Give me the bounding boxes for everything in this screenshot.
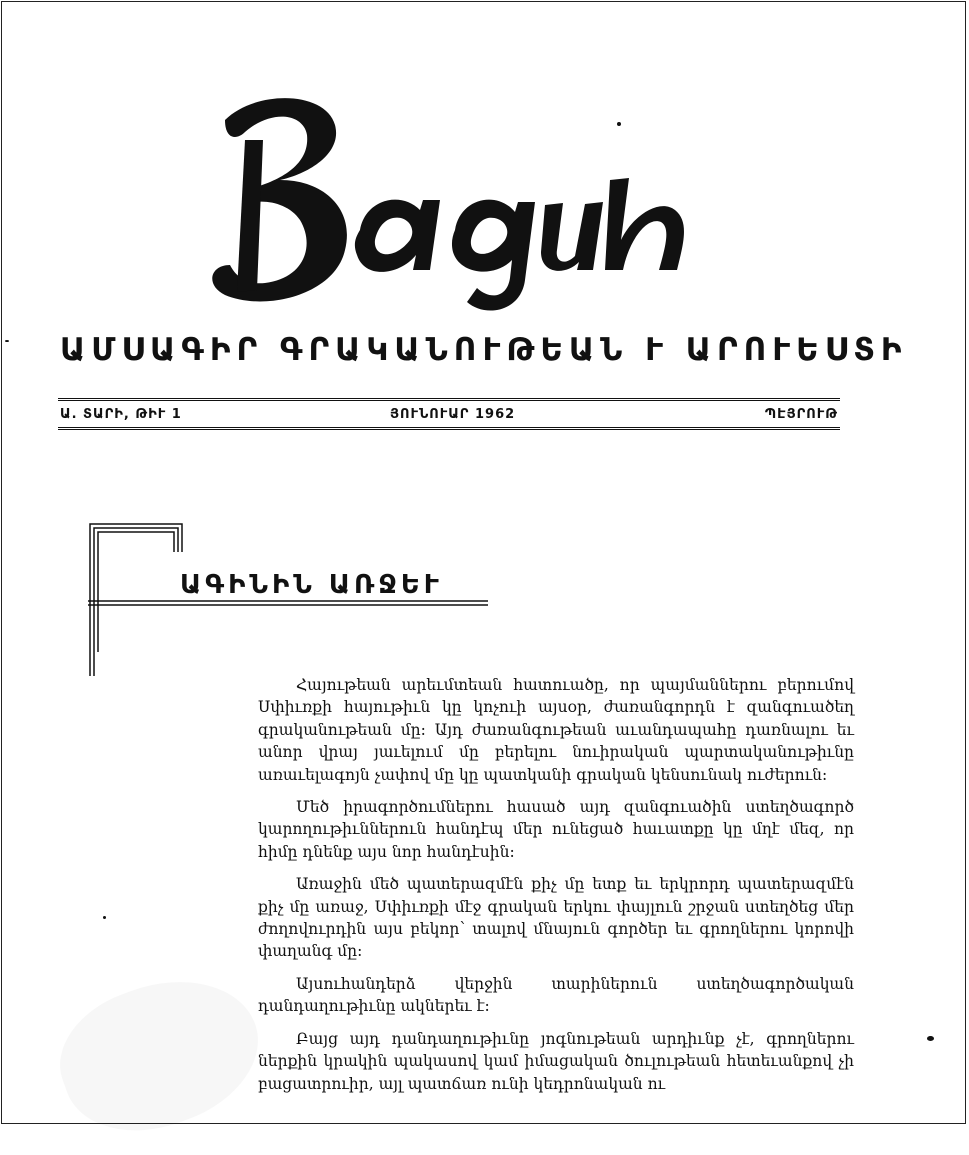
article-paragraph: Առաջին մեծ պատերազմէն քիչ մը ետք եւ երկրորդ պատերազմէն քիչ մը առաջ, Սփիւռքի մէջ գրական երկու փայլուն շրջան ստեղծեց մեր ժողովուրդին այս բեկոր՝ տալով մնայուն գործեր եւ գրողներու կորովի փաղանգ մը։ xyxy=(258,875,854,961)
article-paragraph: Հայութեան արեւմտեան հատուածը, որ պայմաններու բերումով Սփիւռքի հայութիւն կը կոչուի այսօր, ժառանգորդն է զանգուածեղ գրականութեան մը։ Այդ ժառանգութեան աւանդապահը դառնալու եւ անոր վրայ յաւելում մը բերելու նուիրական պարտականութիւնը առաւելագոյն չափով մը կը պատկանի գրական կենսունակ ուժերուն։ xyxy=(258,676,854,784)
issue-info-bar xyxy=(58,398,840,430)
article-paragraph: Բայց այդ դանդաղութիւնը յոգնութեան արդիւնք չէ, գրողներու ներքին կրակին պակասով կամ իմացական ծուլութեան հետեւանքով չի բացատրուիր, այլ պատճառ ունի կեդրոնական ու xyxy=(258,1029,854,1093)
issue-city: ՊԷՅՐՈՒԹ xyxy=(764,407,838,422)
section-title-underline xyxy=(88,600,488,608)
issue-date: ՅՈՒՆՈՒԱՐ 1962 xyxy=(390,407,516,422)
issue-volume: Ա. ՏԱՐԻ, ԹԻՒ 1 xyxy=(60,407,182,422)
article-paragraph: Մեծ իրագործումներու հասած այդ զանգուածին ստեղծագործ կարողութիւններուն հանդէպ մեր ունեցած հաւատքը կը մղէ մեզ, որ հիմը դնենք այս նոր հանդէսին։ xyxy=(258,798,854,861)
article-body xyxy=(258,674,854,1105)
article-paragraph: Այսուհանդերձ վերջին տարիներուն ստեղծագործական դանդաղութիւնը ակներեւ է։ xyxy=(258,974,854,1016)
ink-speck xyxy=(927,1036,934,1041)
ink-speck xyxy=(103,916,106,919)
ink-speck xyxy=(5,340,9,342)
section-title: ԱԳԻՆԻՆ ԱՌՋԵՒ xyxy=(180,570,443,600)
masthead-logo xyxy=(185,80,705,320)
masthead-logo-drawing xyxy=(185,80,705,320)
masthead-subtitle: ԱՄՍԱԳԻՐ ԳՐԱԿԱՆՈՒԹԵԱՆ Ւ ԱՐՈՒԵՍՏԻ xyxy=(60,332,908,368)
